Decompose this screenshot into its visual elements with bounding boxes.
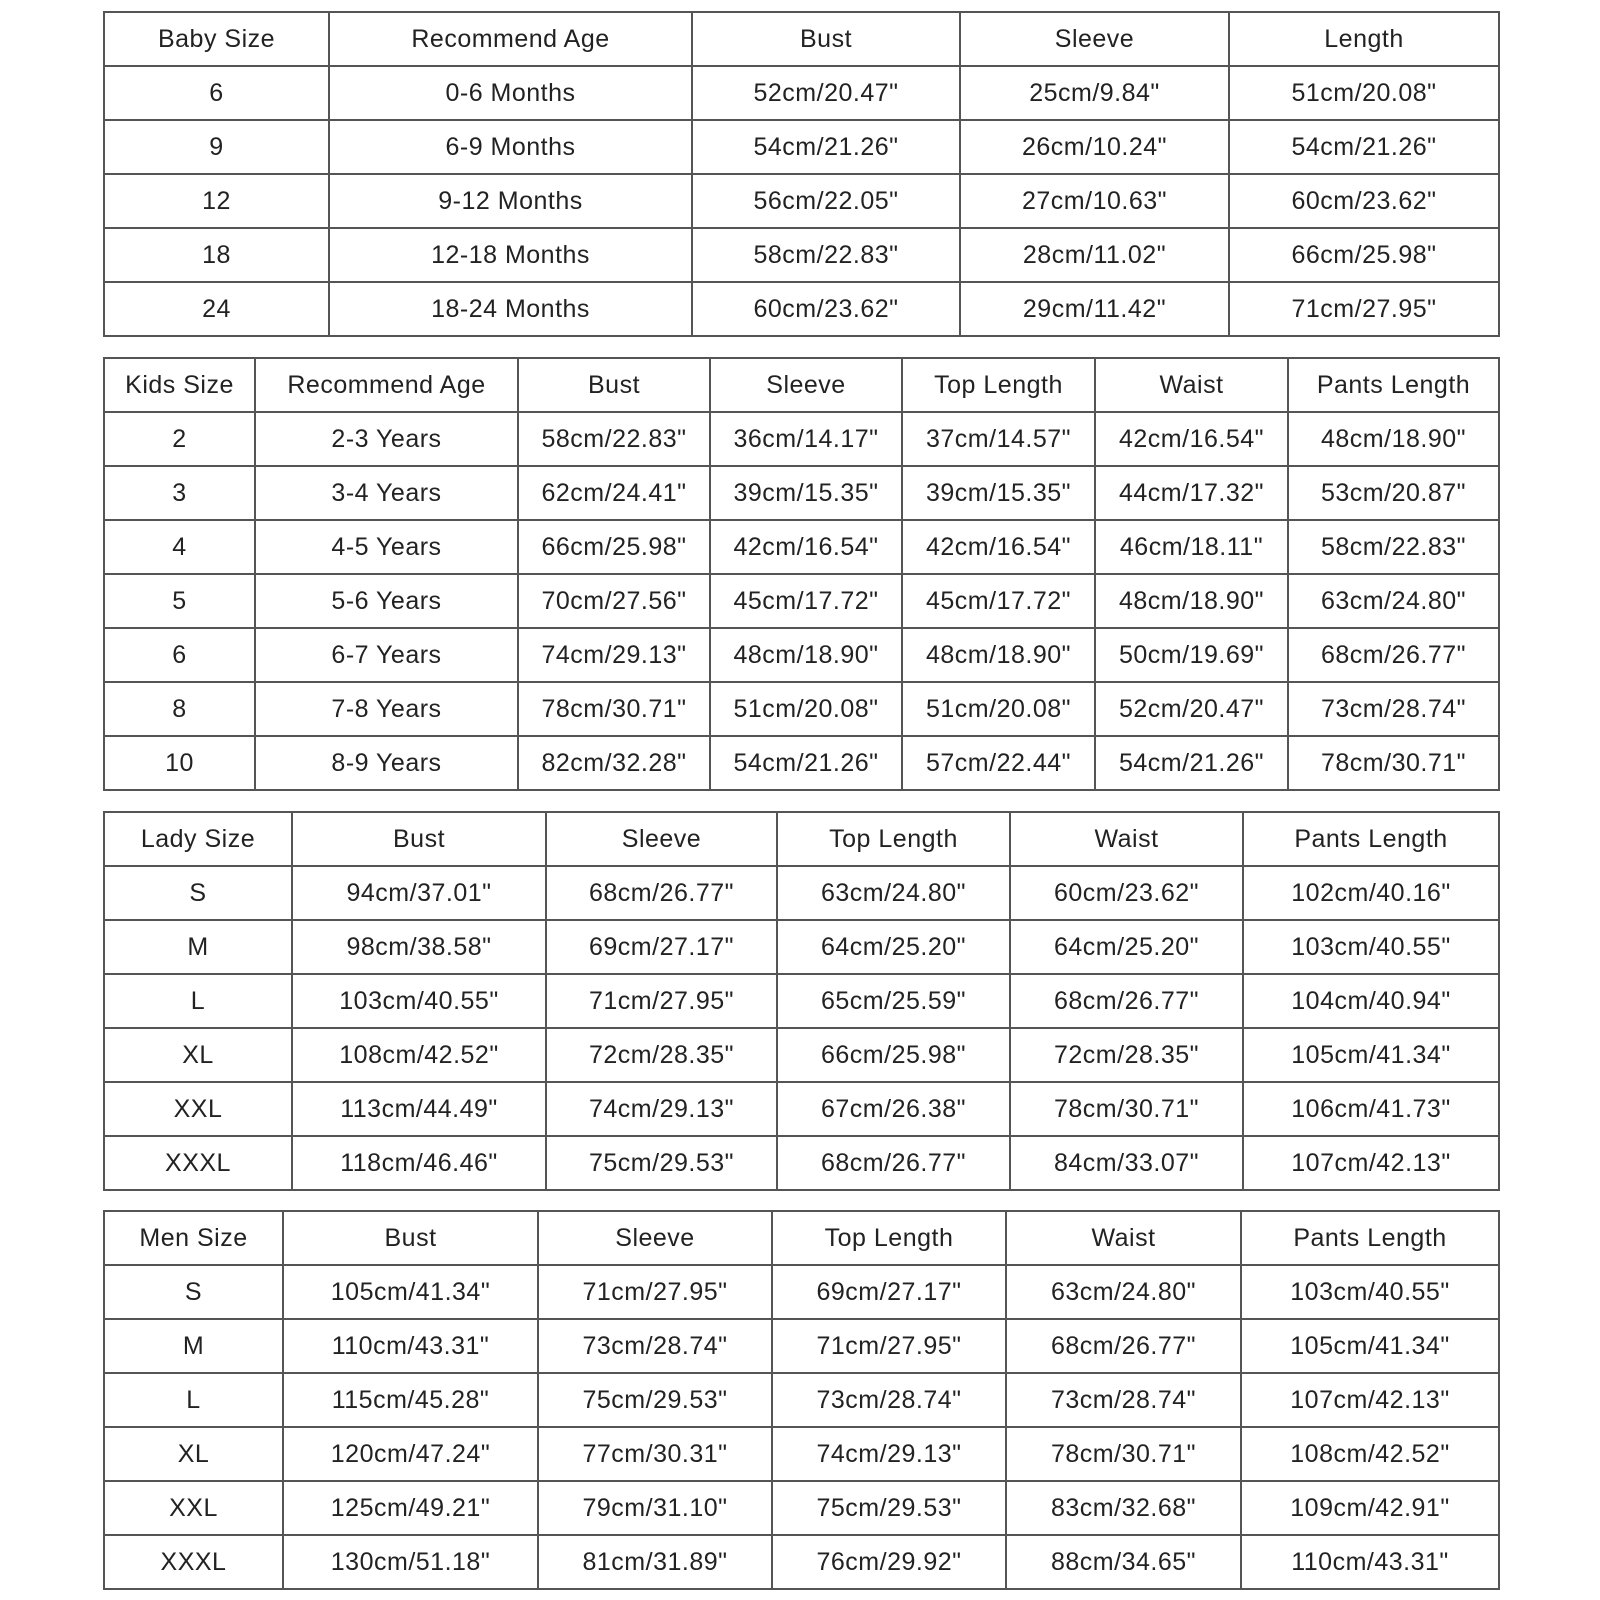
table-cell: 5 (104, 574, 255, 628)
table-cell: 79cm/31.10" (538, 1481, 772, 1535)
table-cell: 68cm/26.77" (777, 1136, 1010, 1190)
table-cell: 115cm/45.28" (283, 1373, 538, 1427)
table-cell: 54cm/21.26" (1229, 120, 1499, 174)
table-cell: 107cm/42.13" (1243, 1136, 1499, 1190)
table-cell: 12-18 Months (329, 228, 692, 282)
table-cell: 6 (104, 66, 329, 120)
table-cell: 51cm/20.08" (902, 682, 1095, 736)
table-cell: 60cm/23.62" (692, 282, 960, 336)
table-cell: 50cm/19.69" (1095, 628, 1288, 682)
header-cell: Sleeve (960, 12, 1229, 66)
table-cell: 4 (104, 520, 255, 574)
table-cell: 51cm/20.08" (710, 682, 902, 736)
table-cell: 58cm/22.83" (518, 412, 710, 466)
table-cell: 9-12 Months (329, 174, 692, 228)
table-cell: 63cm/24.80" (777, 866, 1010, 920)
table-cell: 3-4 Years (255, 466, 518, 520)
table-cell: 53cm/20.87" (1288, 466, 1499, 520)
table-cell: 108cm/42.52" (292, 1028, 546, 1082)
header-cell: Sleeve (710, 358, 902, 412)
table-cell: 28cm/11.02" (960, 228, 1229, 282)
table-cell: XXL (104, 1481, 283, 1535)
header-cell: Kids Size (104, 358, 255, 412)
table-cell: 73cm/28.74" (538, 1319, 772, 1373)
table-cell: 48cm/18.90" (710, 628, 902, 682)
table-cell: 5-6 Years (255, 574, 518, 628)
table-cell: 60cm/23.62" (1010, 866, 1243, 920)
table-cell: 18 (104, 228, 329, 282)
table-row (104, 120, 1499, 174)
table-cell: 105cm/41.34" (1243, 1028, 1499, 1082)
table-cell: 63cm/24.80" (1288, 574, 1499, 628)
table-cell: 106cm/41.73" (1243, 1082, 1499, 1136)
table-cell: 108cm/42.52" (1241, 1427, 1499, 1481)
table-cell: 6 (104, 628, 255, 682)
table-cell: XL (104, 1028, 292, 1082)
table-cell: 67cm/26.38" (777, 1082, 1010, 1136)
table-cell: 39cm/15.35" (710, 466, 902, 520)
kids-size-table (103, 357, 1500, 791)
header-cell: Bust (692, 12, 960, 66)
table-cell: 68cm/26.77" (1006, 1319, 1241, 1373)
table-cell: 48cm/18.90" (1095, 574, 1288, 628)
table-cell: 72cm/28.35" (546, 1028, 777, 1082)
table-row (104, 1028, 1499, 1082)
table-cell: 75cm/29.53" (772, 1481, 1006, 1535)
header-cell: Baby Size (104, 12, 329, 66)
table-cell: 105cm/41.34" (1241, 1319, 1499, 1373)
table-cell: 130cm/51.18" (283, 1535, 538, 1589)
header-cell: Recommend Age (329, 12, 692, 66)
table-cell: 45cm/17.72" (710, 574, 902, 628)
table-cell: XXL (104, 1082, 292, 1136)
header-cell: Waist (1006, 1211, 1241, 1265)
table-cell: 44cm/17.32" (1095, 466, 1288, 520)
table-cell: 52cm/20.47" (692, 66, 960, 120)
table-cell: 36cm/14.17" (710, 412, 902, 466)
table-cell: 8 (104, 682, 255, 736)
table-cell: 48cm/18.90" (1288, 412, 1499, 466)
table-cell: 64cm/25.20" (1010, 920, 1243, 974)
table-cell: 68cm/26.77" (546, 866, 777, 920)
table-cell: 4-5 Years (255, 520, 518, 574)
table-cell: 29cm/11.42" (960, 282, 1229, 336)
table-row (104, 574, 1499, 628)
table-cell: 74cm/29.13" (772, 1427, 1006, 1481)
table-cell: 25cm/9.84" (960, 66, 1229, 120)
header-cell: Men Size (104, 1211, 283, 1265)
table-row (104, 974, 1499, 1028)
table-cell: 10 (104, 736, 255, 790)
header-cell: Length (1229, 12, 1499, 66)
header-cell: Top Length (777, 812, 1010, 866)
header-cell: Pants Length (1288, 358, 1499, 412)
table-row (104, 520, 1499, 574)
table-cell: 52cm/20.47" (1095, 682, 1288, 736)
table-row (104, 920, 1499, 974)
header-cell: Waist (1095, 358, 1288, 412)
table-cell: 102cm/40.16" (1243, 866, 1499, 920)
table-cell: 66cm/25.98" (777, 1028, 1010, 1082)
table-cell: 103cm/40.55" (1243, 920, 1499, 974)
table-cell: 75cm/29.53" (538, 1373, 772, 1427)
lady-size-table-body (104, 812, 1499, 1190)
table-cell: 64cm/25.20" (777, 920, 1010, 974)
table-cell: L (104, 974, 292, 1028)
table-row (104, 174, 1499, 228)
table-cell: 68cm/26.77" (1010, 974, 1243, 1028)
table-cell: XL (104, 1427, 283, 1481)
table-cell: 26cm/10.24" (960, 120, 1229, 174)
table-cell: 104cm/40.94" (1243, 974, 1499, 1028)
table-cell: 94cm/37.01" (292, 866, 546, 920)
table-cell: 18-24 Months (329, 282, 692, 336)
table-cell: 72cm/28.35" (1010, 1028, 1243, 1082)
table-cell: 2 (104, 412, 255, 466)
table-cell: M (104, 920, 292, 974)
table-cell: 56cm/22.05" (692, 174, 960, 228)
table-header-row (104, 1211, 1499, 1265)
table-cell: 42cm/16.54" (1095, 412, 1288, 466)
table-cell: 37cm/14.57" (902, 412, 1095, 466)
table-cell: 118cm/46.46" (292, 1136, 546, 1190)
header-cell: Top Length (902, 358, 1095, 412)
table-cell: 88cm/34.65" (1006, 1535, 1241, 1589)
table-cell: 54cm/21.26" (710, 736, 902, 790)
table-cell: 81cm/31.89" (538, 1535, 772, 1589)
table-cell: 54cm/21.26" (1095, 736, 1288, 790)
table-cell: 60cm/23.62" (1229, 174, 1499, 228)
baby-size-table-body (104, 12, 1499, 336)
table-cell: 71cm/27.95" (1229, 282, 1499, 336)
header-cell: Top Length (772, 1211, 1006, 1265)
men-size-table (103, 1210, 1500, 1590)
table-cell: L (104, 1373, 283, 1427)
table-cell: 7-8 Years (255, 682, 518, 736)
table-cell: 103cm/40.55" (292, 974, 546, 1028)
table-cell: 73cm/28.74" (1288, 682, 1499, 736)
table-cell: 51cm/20.08" (1229, 66, 1499, 120)
table-cell: 71cm/27.95" (546, 974, 777, 1028)
table-row (104, 1082, 1499, 1136)
kids-size-table-body (104, 358, 1499, 790)
header-cell: Pants Length (1243, 812, 1499, 866)
table-header-row (104, 358, 1499, 412)
table-cell: 75cm/29.53" (546, 1136, 777, 1190)
men-size-table-body (104, 1211, 1499, 1589)
table-cell: 0-6 Months (329, 66, 692, 120)
table-cell: 78cm/30.71" (518, 682, 710, 736)
table-cell: 125cm/49.21" (283, 1481, 538, 1535)
table-cell: S (104, 1265, 283, 1319)
table-cell: 78cm/30.71" (1010, 1082, 1243, 1136)
table-header-row (104, 12, 1499, 66)
table-cell: 82cm/32.28" (518, 736, 710, 790)
table-row (104, 1136, 1499, 1190)
table-cell: 78cm/30.71" (1288, 736, 1499, 790)
table-row (104, 412, 1499, 466)
table-cell: 69cm/27.17" (546, 920, 777, 974)
table-cell: 24 (104, 282, 329, 336)
table-cell: 65cm/25.59" (777, 974, 1010, 1028)
table-row (104, 1265, 1499, 1319)
table-cell: 6-7 Years (255, 628, 518, 682)
table-row (104, 736, 1499, 790)
table-row (104, 1319, 1499, 1373)
header-cell: Waist (1010, 812, 1243, 866)
table-cell: 71cm/27.95" (772, 1319, 1006, 1373)
table-row (104, 228, 1499, 282)
table-cell: 42cm/16.54" (710, 520, 902, 574)
table-row (104, 1373, 1499, 1427)
table-cell: M (104, 1319, 283, 1373)
table-cell: 113cm/44.49" (292, 1082, 546, 1136)
table-cell: S (104, 866, 292, 920)
table-cell: 110cm/43.31" (283, 1319, 538, 1373)
table-cell: XXXL (104, 1535, 283, 1589)
table-cell: 98cm/38.58" (292, 920, 546, 974)
table-cell: 71cm/27.95" (538, 1265, 772, 1319)
table-row (104, 866, 1499, 920)
table-cell: 27cm/10.63" (960, 174, 1229, 228)
table-cell: XXXL (104, 1136, 292, 1190)
table-cell: 2-3 Years (255, 412, 518, 466)
table-header-row (104, 812, 1499, 866)
table-cell: 3 (104, 466, 255, 520)
table-cell: 76cm/29.92" (772, 1535, 1006, 1589)
header-cell: Bust (283, 1211, 538, 1265)
table-cell: 9 (104, 120, 329, 174)
table-cell: 48cm/18.90" (902, 628, 1095, 682)
table-row (104, 466, 1499, 520)
table-cell: 73cm/28.74" (1006, 1373, 1241, 1427)
table-cell: 74cm/29.13" (546, 1082, 777, 1136)
table-cell: 58cm/22.83" (1288, 520, 1499, 574)
table-cell: 73cm/28.74" (772, 1373, 1006, 1427)
table-cell: 46cm/18.11" (1095, 520, 1288, 574)
table-cell: 63cm/24.80" (1006, 1265, 1241, 1319)
table-cell: 110cm/43.31" (1241, 1535, 1499, 1589)
table-cell: 12 (104, 174, 329, 228)
table-row (104, 1535, 1499, 1589)
table-cell: 57cm/22.44" (902, 736, 1095, 790)
table-cell: 84cm/33.07" (1010, 1136, 1243, 1190)
table-cell: 78cm/30.71" (1006, 1427, 1241, 1481)
table-cell: 62cm/24.41" (518, 466, 710, 520)
header-cell: Bust (518, 358, 710, 412)
table-cell: 39cm/15.35" (902, 466, 1095, 520)
table-cell: 120cm/47.24" (283, 1427, 538, 1481)
table-row (104, 282, 1499, 336)
header-cell: Sleeve (546, 812, 777, 866)
table-cell: 69cm/27.17" (772, 1265, 1006, 1319)
header-cell: Recommend Age (255, 358, 518, 412)
table-cell: 105cm/41.34" (283, 1265, 538, 1319)
table-cell: 74cm/29.13" (518, 628, 710, 682)
header-cell: Bust (292, 812, 546, 866)
table-cell: 42cm/16.54" (902, 520, 1095, 574)
table-cell: 68cm/26.77" (1288, 628, 1499, 682)
header-cell: Lady Size (104, 812, 292, 866)
table-row (104, 1427, 1499, 1481)
baby-size-table (103, 11, 1500, 337)
table-cell: 103cm/40.55" (1241, 1265, 1499, 1319)
table-cell: 107cm/42.13" (1241, 1373, 1499, 1427)
table-row (104, 1481, 1499, 1535)
table-cell: 6-9 Months (329, 120, 692, 174)
table-cell: 77cm/30.31" (538, 1427, 772, 1481)
table-cell: 8-9 Years (255, 736, 518, 790)
table-cell: 70cm/27.56" (518, 574, 710, 628)
table-cell: 66cm/25.98" (518, 520, 710, 574)
lady-size-table (103, 811, 1500, 1191)
table-cell: 58cm/22.83" (692, 228, 960, 282)
table-cell: 54cm/21.26" (692, 120, 960, 174)
table-row (104, 628, 1499, 682)
table-row (104, 66, 1499, 120)
table-row (104, 682, 1499, 736)
table-cell: 66cm/25.98" (1229, 228, 1499, 282)
table-cell: 45cm/17.72" (902, 574, 1095, 628)
header-cell: Pants Length (1241, 1211, 1499, 1265)
table-cell: 109cm/42.91" (1241, 1481, 1499, 1535)
table-cell: 83cm/32.68" (1006, 1481, 1241, 1535)
header-cell: Sleeve (538, 1211, 772, 1265)
